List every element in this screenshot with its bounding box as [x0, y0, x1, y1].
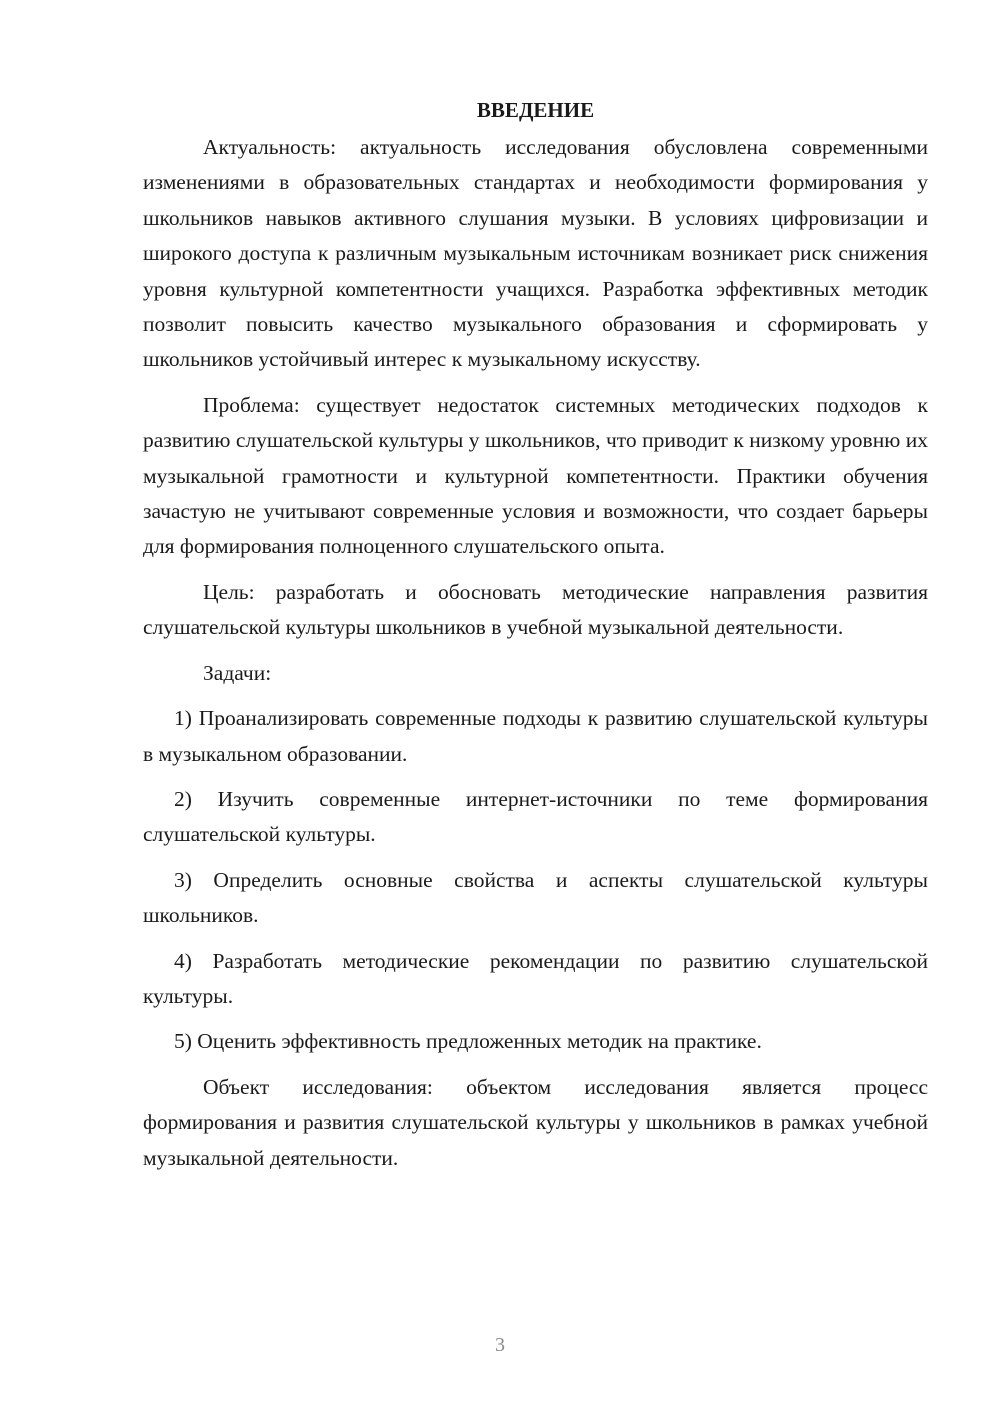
- task-item: 2) Изучить современные интернет-источники по теме формирования слушательской культуры.: [143, 786, 928, 847]
- goal-paragraph: Цель: разработать и обосновать методические направления развития слушательской культуры школьников в учебной музыкальной деятельности.: [143, 579, 928, 640]
- problem-paragraph: Проблема: существует недостаток системных методических подходов к развитию слушательской культуры у школьников, что приводит к низкому уровню их музыкальной грамотности и культурной компетентности. Практики обучения зачастую не учитывают современные условия и возможности, что создает барьеры для формирования полноценного слушательского опыта.: [143, 392, 928, 559]
- tasks-label: Задачи:: [203, 660, 272, 685]
- task-item: 3) Определить основные свойства и аспекты слушательской культуры школьников.: [143, 867, 928, 928]
- section-heading: ВВЕДЕНИЕ: [476, 98, 595, 122]
- task-item: 1) Проанализировать современные подходы к развитию слушательской культуры в музыкальном образовании.: [143, 706, 928, 766]
- object-paragraph: Объект исследования: объектом исследования является процесс формирования и развития слушательской культуры у школьников в рамках учебной музыкальной деятельности.: [143, 1074, 928, 1170]
- relevance-paragraph: Актуальность: актуальность исследования обусловлена современными изменениями в образовательных стандартах и необходимости формирования у школьников навыков активного слушания музыки. В условиях цифровизации и широкого доступа к различным музыкальным источникам возникает риск снижения уровня культурной компетентности учащихся. Разработка эффективных методик позволит повысить качество музыкального образования и сформировать у школьников устойчивый интерес к музыкальному искусству.: [143, 135, 928, 372]
- task-item: 5) Оценить эффективность предложенных методик на практике.: [174, 1029, 762, 1054]
- document-page: [143, 92, 928, 1186]
- page-number: 3: [495, 1334, 505, 1356]
- task-item: 4) Разработать методические рекомендации по развитию слушательской культуры.: [143, 948, 928, 1008]
